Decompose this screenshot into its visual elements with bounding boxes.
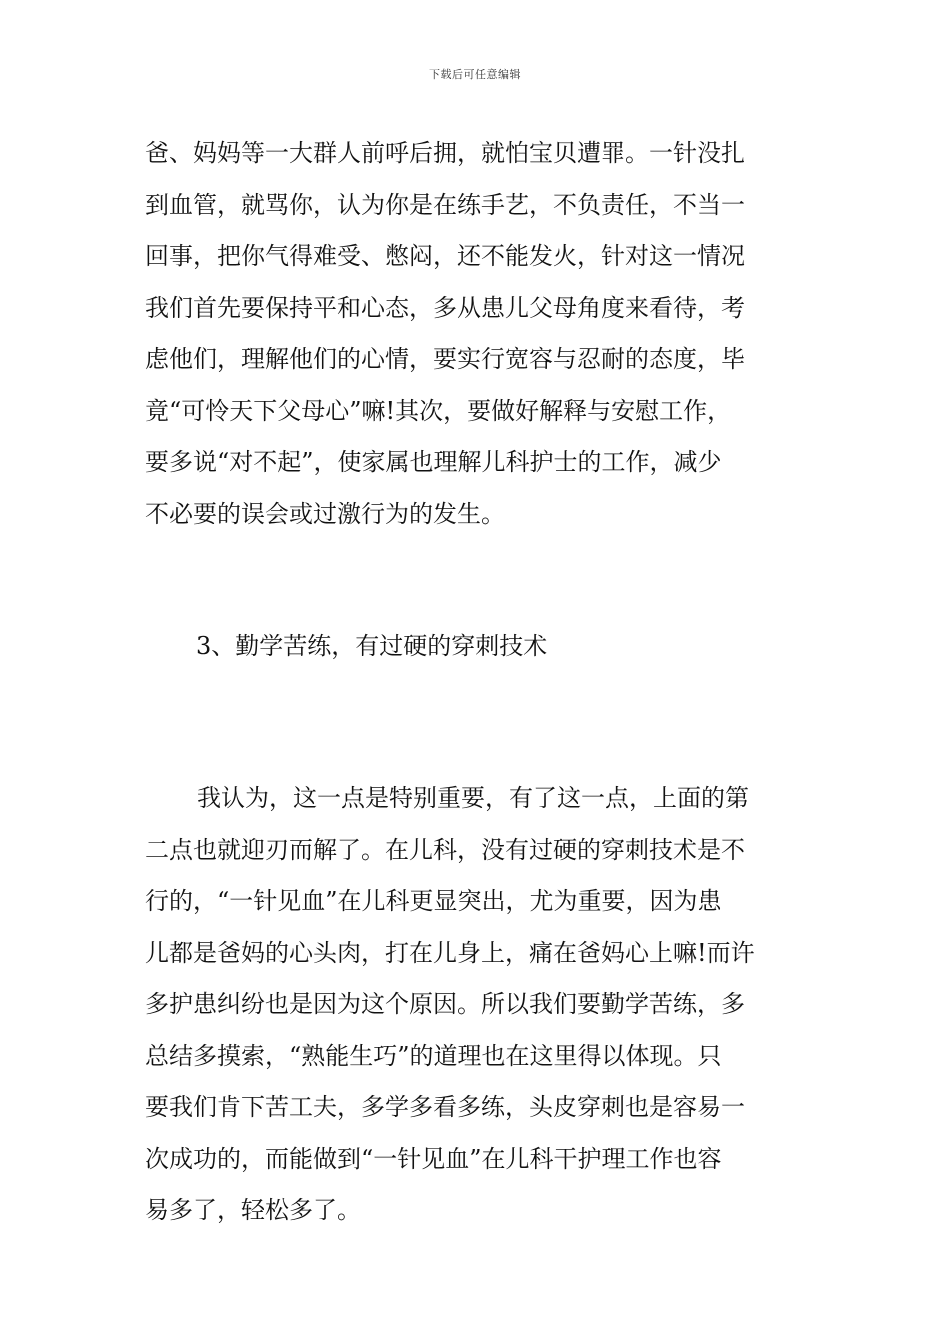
text-line: 要多说“对不起”，使家属也理解儿科护士的工作，减少 bbox=[145, 448, 722, 476]
text-line: 竟“可怜天下父母心”嘛!其次，要做好解释与安慰工作， bbox=[145, 396, 732, 425]
text-line: 次成功的，而能做到“一针见血”在儿科干护理工作也容 bbox=[145, 1144, 722, 1173]
text-line: 总结多摸索，“熟能生巧”的道理也在这里得以体现。只 bbox=[145, 1041, 722, 1070]
page-header-note: 下载后可任意编辑 bbox=[429, 68, 521, 81]
text-line: 虑他们，理解他们的心情，要实行宽容与忍耐的态度，毕 bbox=[145, 345, 745, 373]
section-heading: 3、勤学苦练，有过硬的穿刺技术 bbox=[196, 632, 548, 660]
text-line: 我们首先要保持平和心态，多从患儿父母角度来看待，考 bbox=[145, 293, 745, 322]
paragraph-continuation bbox=[145, 128, 810, 540]
text-line: 爸、妈妈等一大群人前呼后拥，就怕宝贝遭罪。一针没扎 bbox=[145, 139, 745, 167]
text-line: 行的，“一针见血”在儿科更显突出，尤为重要，因为患 bbox=[145, 887, 722, 915]
text-line: 要我们肯下苦工夫，多学多看多练，头皮穿刺也是容易一 bbox=[145, 1093, 745, 1121]
paragraph-body bbox=[145, 773, 810, 1237]
text-line: 易多了，轻松多了。 bbox=[145, 1196, 361, 1224]
text-line: 儿都是爸妈的心头肉，打在儿身上，痛在爸妈心上嘛!而许 bbox=[145, 938, 755, 967]
text-line: 多护患纠纷也是因为这个原因。所以我们要勤学苦练，多 bbox=[145, 990, 745, 1018]
text-line: 回事，把你气得难受、憋闷，还不能发火，针对这一情况 bbox=[145, 242, 745, 270]
text-line: 我认为，这一点是特别重要，有了这一点，上面的第 bbox=[197, 784, 749, 812]
text-line: 不必要的误会或过激行为的发生。 bbox=[145, 499, 505, 528]
text-line: 二点也就迎刃而解了。在儿科，没有过硬的穿刺技术是不 bbox=[145, 835, 745, 864]
text-line: 到血管，就骂你，认为你是在练手艺，不负责任，不当一 bbox=[145, 190, 745, 219]
